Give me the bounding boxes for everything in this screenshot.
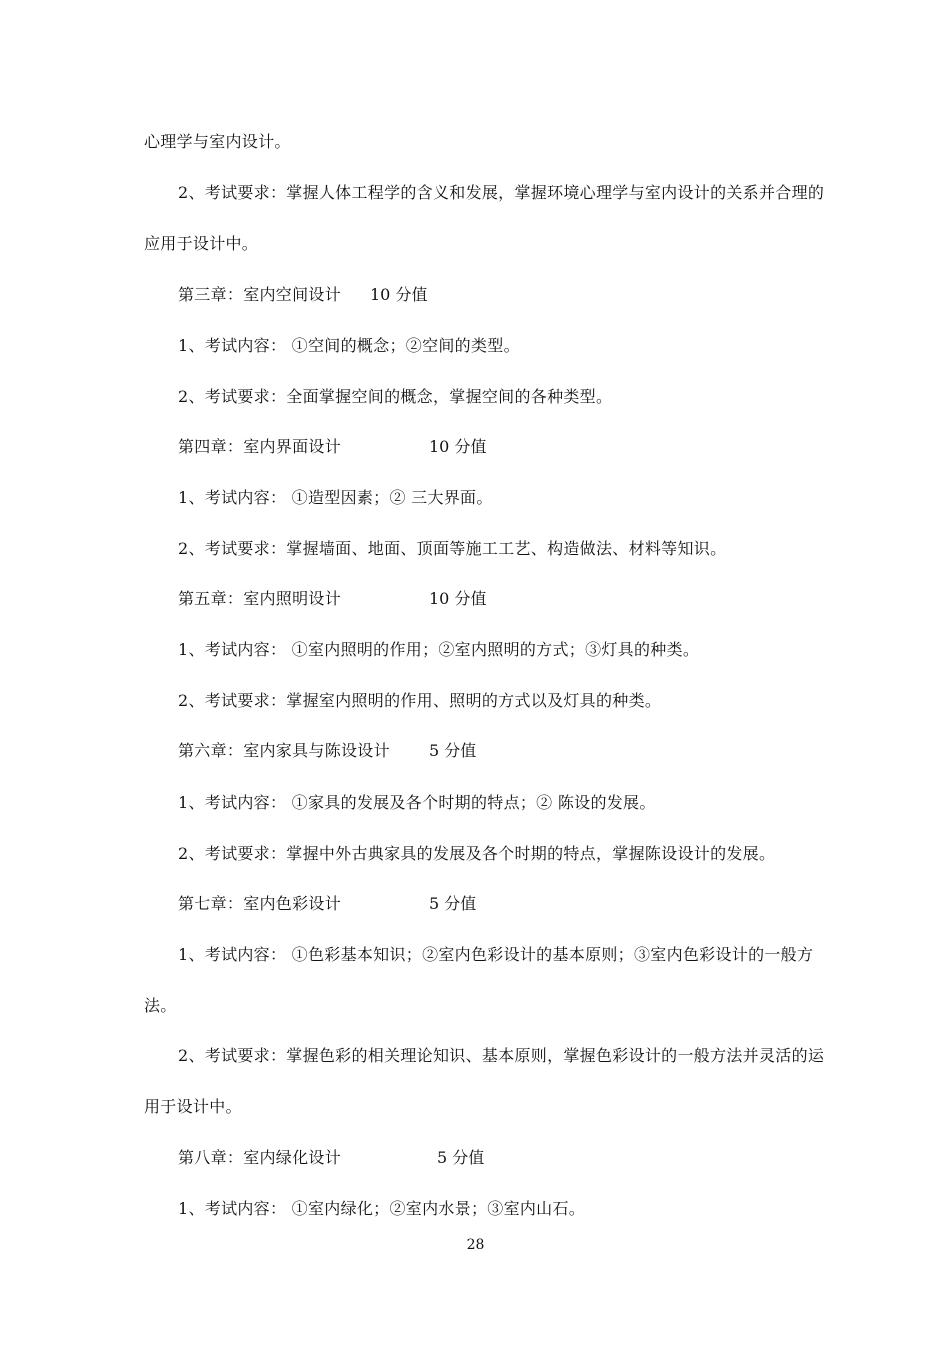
text-line: 1、考试内容： ①室内照明的作用；②室内照明的方式；③灯具的种类。 bbox=[178, 640, 700, 659]
chapter-heading: 第八章：室内绿化设计 bbox=[178, 1148, 342, 1167]
text-line: 2、考试要求：全面掌握空间的概念，掌握空间的各种类型。 bbox=[178, 387, 613, 406]
text-line: 1、考试内容： ①空间的概念；②空间的类型。 bbox=[178, 336, 520, 355]
text-line: 1、考试内容： ①色彩基本知识；②室内色彩设计的基本原则；③室内色彩设计的一般方 bbox=[178, 945, 814, 964]
chapter-heading: 第四章：室内界面设计 bbox=[178, 437, 342, 456]
text-line: 2、考试要求：掌握人体工程学的含义和发展，掌握环境心理学与室内设计的关系并合理的 bbox=[178, 183, 825, 202]
chapter-heading: 第六章：室内家具与陈设设计 bbox=[178, 741, 390, 760]
chapter-score: 10 分值 bbox=[429, 589, 487, 608]
chapter-heading: 第三章：室内空间设计 bbox=[178, 285, 342, 304]
chapter-score: 10 分值 bbox=[429, 437, 487, 456]
text-line: 2、考试要求：掌握色彩的相关理论知识、基本原则，掌握色彩设计的一般方法并灵活的运 bbox=[178, 1046, 825, 1065]
text-line: 1、考试内容： ①造型因素；② 三大界面。 bbox=[178, 488, 493, 507]
text-line: 1、考试内容： ①室内绿化；②室内水景；③室内山石。 bbox=[178, 1199, 586, 1218]
text-line: 1、考试内容： ①家具的发展及各个时期的特点；② 陈设的发展。 bbox=[178, 793, 656, 812]
chapter-heading: 第七章：室内色彩设计 bbox=[178, 894, 342, 913]
chapter-score: 5 分值 bbox=[429, 741, 477, 760]
chapter-score: 5 分值 bbox=[429, 894, 477, 913]
text-line: 2、考试要求：掌握室内照明的作用、照明的方式以及灯具的种类。 bbox=[178, 691, 662, 710]
text-line: 用于设计中。 bbox=[144, 1097, 242, 1116]
text-line: 2、考试要求：掌握中外古典家具的发展及各个时期的特点，掌握陈设设计的发展。 bbox=[178, 844, 776, 863]
text-line: 心理学与室内设计。 bbox=[144, 132, 291, 151]
text-line: 法。 bbox=[144, 996, 177, 1015]
chapter-heading: 第五章：室内照明设计 bbox=[178, 589, 342, 608]
page-number: 28 bbox=[466, 1237, 485, 1253]
chapter-score: 5 分值 bbox=[437, 1148, 485, 1167]
chapter-score: 10 分值 bbox=[370, 285, 428, 304]
text-line: 应用于设计中。 bbox=[144, 234, 259, 253]
text-line: 2、考试要求：掌握墙面、地面、顶面等施工工艺、构造做法、材料等知识。 bbox=[178, 539, 727, 558]
